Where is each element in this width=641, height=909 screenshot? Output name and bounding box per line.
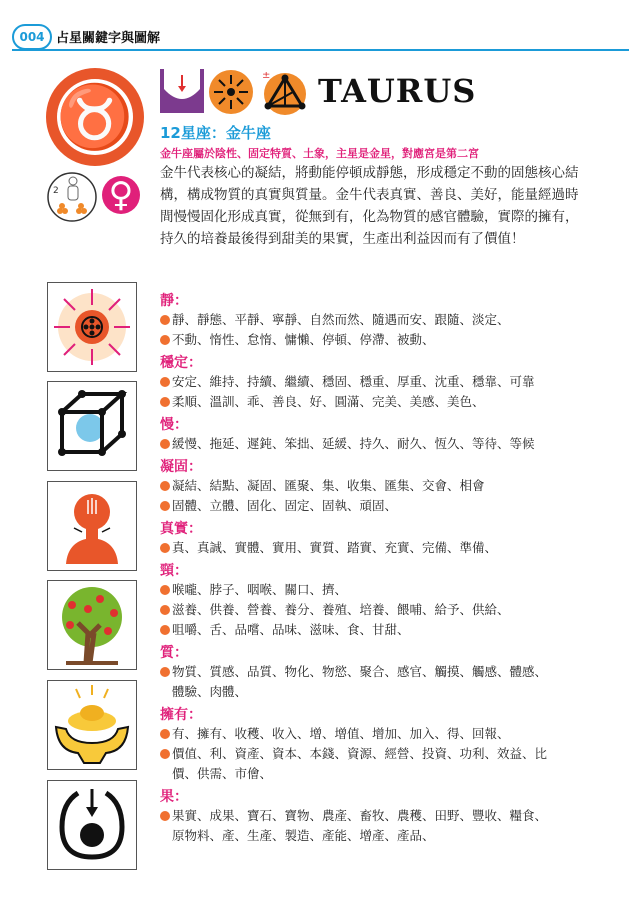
keyword-line: 果實、成果、寶石、寶物、農產、畜牧、農穫、田野、豐收、糧食、 — [160, 806, 600, 826]
keyword-line: 喉嚨、脖子、咽喉、關口、擠、 — [160, 580, 600, 600]
keyword-line: 滋養、供養、營養、養分、養殖、培養、餵哺、給予、供給、 — [160, 600, 600, 620]
page-number-badge — [12, 24, 52, 50]
keyword-line: 靜、靜態、平靜、寧靜、自然而然、隨遇而安、跟隨、淡定、 — [160, 310, 600, 330]
keyword-line: 物質、質感、品質、物化、物慾、聚合、感官、觸摸、觸感、體感、 — [160, 662, 600, 682]
seed-icon — [48, 781, 136, 869]
sign-description: 金牛代表核心的凝結，將動能停頓成靜態，形成穩定不動的固態核心結構，構成物質的真實與質量。金牛代表真實、善良、美好，能量經過時間慢慢固化形成真實，從無到有，化為物質的感官體驗，實際的擁有，持久的培養最後得到甜美的果實，生產出利益因而有了價值！ — [160, 165, 579, 247]
keyword-title-stability: 穩定： — [160, 355, 202, 371]
svg-text:±: ± — [262, 70, 271, 81]
keyword-line: 有、擁有、收穫、收入、增、增值、增加、加入、得、回報、 — [160, 724, 600, 744]
venus-ruler-icon: ♀ — [102, 176, 140, 214]
earth-element-icon — [208, 69, 254, 115]
page-title: 占星關鍵字與圖解 — [56, 31, 161, 46]
sign-title: 12星座：金牛座 — [160, 124, 271, 142]
keyword-line-continued: 原物料、產、生產、製造、產能、增產、產品、 — [172, 828, 435, 843]
fixed-quality-icon — [160, 69, 204, 113]
keyword-line: 真、真誠、實體、實用、實質、踏實、充實、完備、準備、 — [160, 538, 600, 558]
taurus-glyph: ♉ — [56, 80, 134, 153]
keyword-title-quality: 質： — [160, 645, 188, 661]
sign-name-english: TAURUS — [318, 72, 477, 110]
keyword-line-continued: 體驗、肉體、 — [172, 684, 248, 699]
possess-icon-box — [47, 680, 137, 770]
sign-subtitle: 金牛座屬於陰性、固定特質、土象，主星是金星，對應宮是第二宮 — [160, 147, 479, 160]
keyword-title-reality: 真實： — [160, 521, 202, 537]
solidify-icon-box — [47, 481, 137, 571]
keyword-line: 凝結、結點、凝固、匯聚、集、收集、匯集、交會、相會 — [160, 476, 600, 496]
keyword-title-stillness: 靜： — [160, 293, 188, 309]
cube-icon — [48, 382, 136, 470]
second-house-icon — [46, 172, 98, 222]
keyword-line-continued: 價、供需、市儈、 — [172, 766, 273, 781]
stability-icon-box — [47, 381, 137, 471]
taurus-symbol-icon — [46, 68, 144, 166]
stillness-icon — [48, 283, 136, 371]
stillness-icon-box — [47, 282, 137, 372]
keyword-title-solidify: 凝固： — [160, 459, 202, 475]
keyword-line: 緩慢、拖延、遲鈍、笨拙、延緩、持久、耐久、恆久、等待、等候 — [160, 434, 600, 454]
keyword-title-possess: 擁有： — [160, 707, 202, 723]
keyword-line: 咀嚼、舌、品嚐、品味、滋味、食、甘甜、 — [160, 620, 600, 640]
fruit-icon-box — [47, 780, 137, 870]
neck-icon-box — [47, 580, 137, 670]
earth-triangle-icon — [258, 66, 310, 116]
keyword-line: 安定、維持、持續、繼續、穩固、穩重、厚重、沈重、穩靠、可靠 — [160, 372, 600, 392]
header-divider — [12, 49, 629, 51]
keyword-title-fruit: 果： — [160, 789, 188, 805]
gold-ingot-hands-icon — [48, 681, 136, 769]
keyword-line: 柔順、溫訓、乖、善良、好、圓滿、完美、美感、美色、 — [160, 392, 600, 412]
house-number: 2 — [53, 186, 59, 196]
keyword-line: 不動、惰性、怠惰、慵懶、停頓、停滯、被動、 — [160, 330, 600, 350]
person-throat-icon — [48, 482, 136, 570]
keyword-title-slow: 慢： — [160, 417, 188, 433]
keyword-line: 價值、利、資產、資本、本錢、資源、經營、投資、功利、效益、比 — [160, 744, 600, 764]
keyword-line: 固體、立體、固化、固定、固執、頑固、 — [160, 496, 600, 516]
fruit-tree-icon — [48, 581, 136, 669]
keyword-title-neck: 頸： — [160, 563, 188, 579]
page-number: 004 — [19, 30, 45, 44]
